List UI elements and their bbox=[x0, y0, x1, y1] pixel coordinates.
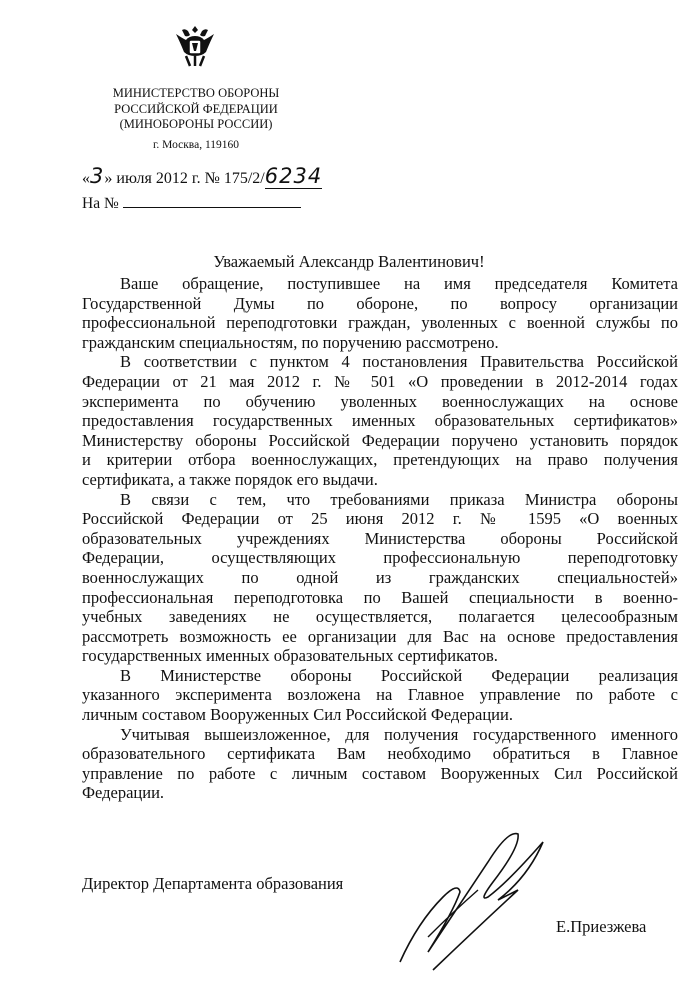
letter-body bbox=[82, 274, 678, 803]
paragraph bbox=[82, 352, 678, 489]
greeting: Уважаемый Александр Валентинович! bbox=[213, 252, 485, 271]
text-line: личным составом Вооруженных Сил Российской Федерации. bbox=[82, 705, 513, 725]
text-line: военнослужащих по одной из гражданских специальностей» bbox=[82, 567, 678, 587]
org-line: РОССИЙСКОЙ ФЕДЕРАЦИИ bbox=[114, 101, 278, 116]
paragraph bbox=[82, 274, 678, 352]
text-line: Учитывая вышеизложенное, для получения государственного именного bbox=[120, 724, 678, 744]
quote-open: « bbox=[82, 170, 90, 187]
text-line: эксперимента по обучению уволенных военнослужащих на основе bbox=[82, 391, 678, 411]
text-line: В связи с тем, что требованиями приказа Министра обороны bbox=[120, 489, 678, 509]
paragraph bbox=[82, 725, 678, 803]
text-line: и критерии отбора военнослужащих, претендующих на право получения bbox=[82, 450, 678, 470]
text-line: Федерации. bbox=[82, 783, 165, 803]
text-line: государственных именных образовательных сертификатов. bbox=[82, 646, 498, 666]
text-line: Министерству обороны Российской Федерации поручено установить порядок bbox=[82, 430, 678, 450]
paragraph bbox=[82, 490, 678, 666]
text-line: образовательного сертификата Вам необходимо обратиться в Главное bbox=[82, 744, 678, 764]
text-line: предоставления государственных именных образовательных сертификатов» bbox=[82, 411, 678, 431]
org-line: МИНИСТЕРСТВО ОБОРОНЫ bbox=[112, 86, 280, 100]
reply-to-label: На № bbox=[82, 195, 119, 212]
text-line: В Министерстве обороны Российской Федерации реализация bbox=[120, 665, 678, 685]
text-line: Федерации от 21 мая 2012 г. № 501 «О проведении в 2012-2014 годах bbox=[82, 371, 678, 391]
coat-of-arms-emblem bbox=[172, 24, 218, 68]
text-line: рассмотреть возможность ее организации для Вас на основе предоставления bbox=[82, 626, 678, 646]
paragraph bbox=[82, 666, 678, 725]
date-day-handwritten: 3 bbox=[90, 164, 105, 188]
ministry-name bbox=[80, 86, 312, 133]
text-line: указанного эксперимента возложена на Главное управление по работе с bbox=[82, 685, 678, 705]
reply-to-blank bbox=[123, 193, 301, 208]
text-line: Ваше обращение, поступившее на имя председателя Комитета bbox=[120, 274, 678, 293]
text-line: Федерации, осуществляющих профессиональную переподготовку bbox=[82, 548, 678, 568]
text-line: гражданским специальностям, по поручению рассмотрено. bbox=[82, 332, 499, 352]
text-line: профессиональная переподготовка по Вашей специальности в военно- bbox=[82, 587, 678, 607]
text-line: управление по работе с личным составом Вооруженных Сил Российской bbox=[82, 763, 678, 783]
date-number-line bbox=[82, 164, 322, 188]
date-rest: » июля 2012 г. № 175/2/ bbox=[104, 170, 265, 187]
org-line: (МИНОБОРОНЫ РОССИИ) bbox=[119, 117, 273, 131]
text-line: сертификата, а также порядок его выдачи. bbox=[82, 469, 378, 489]
city-address: г. Москва, 119160 bbox=[152, 139, 240, 151]
text-line: Государственной Думы по обороне, по вопросу организации bbox=[82, 293, 678, 313]
text-line: профессиональной переподготовки граждан, уволенных с военной службы по bbox=[82, 313, 678, 333]
doc-number-handwritten: 6234 bbox=[264, 164, 323, 188]
text-line: образовательных учреждениях Министерства обороны Российской bbox=[82, 528, 678, 548]
text-line: учебных заведениях не осуществляется, полагается целесообразным bbox=[82, 607, 678, 627]
reply-to-line bbox=[82, 193, 301, 213]
handwritten-signature bbox=[398, 812, 548, 974]
text-line: В соответствии с пунктом 4 постановления Правительства Российской bbox=[120, 352, 678, 372]
signatory-name: Е.Приезжева bbox=[556, 917, 647, 936]
signatory-title: Директор Департамента образования bbox=[82, 874, 344, 893]
text-line: Российской Федерации от 25 июня 2012 г. № 1595 «О военных bbox=[82, 509, 678, 529]
